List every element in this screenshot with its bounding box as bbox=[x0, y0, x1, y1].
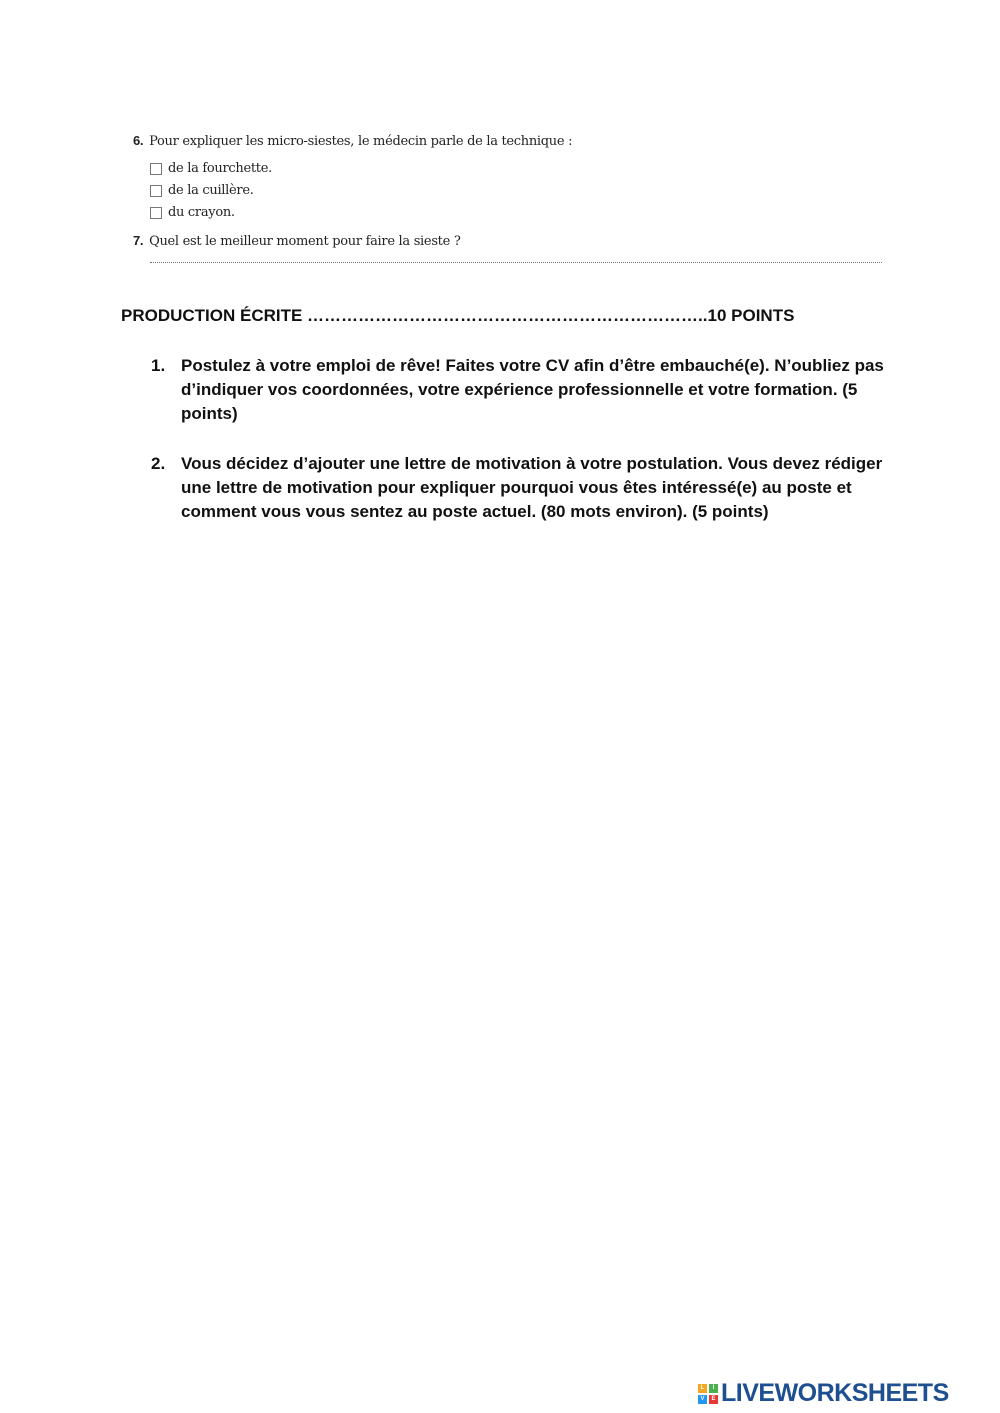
logo-tile-i: I bbox=[709, 1384, 718, 1393]
logo-tile-l: L bbox=[698, 1384, 707, 1393]
option-fourchette[interactable] bbox=[150, 161, 272, 176]
question-7 bbox=[133, 233, 461, 249]
checkbox-fourchette[interactable] bbox=[150, 163, 162, 175]
logo-tile-v: V bbox=[698, 1395, 707, 1404]
question-7-text: Quel est le meilleur moment pour faire la sieste ? bbox=[149, 234, 461, 249]
liveworksheets-logo bbox=[698, 1379, 949, 1408]
production-item-2 bbox=[151, 452, 886, 524]
production-heading: PRODUCTION ÉCRITE ……………………………………………………………..10 POINTS bbox=[121, 306, 795, 325]
item-1-number: 1. bbox=[151, 356, 166, 375]
answer-line-7[interactable] bbox=[150, 262, 882, 263]
question-6-text: Pour expliquer les micro-siestes, le médecin parle de la technique : bbox=[149, 134, 573, 149]
production-item-1 bbox=[151, 354, 886, 426]
option-fourchette-label: de la fourchette. bbox=[168, 161, 272, 176]
question-7-number: 7. bbox=[133, 233, 144, 248]
checkbox-crayon[interactable] bbox=[150, 207, 162, 219]
item-2-number: 2. bbox=[151, 454, 166, 473]
logo-text: LIVEWORKSHEETS bbox=[721, 1379, 949, 1407]
option-crayon[interactable] bbox=[150, 205, 235, 220]
logo-icon bbox=[698, 1384, 718, 1404]
checkbox-cuillere[interactable] bbox=[150, 185, 162, 197]
item-1-text: Postulez à votre emploi de rêve! Faites votre CV afin d’être embauché(e). N’oubliez pas d’indiquer vos coordonnées, votre expérience professionnelle et votre formation. (5 points) bbox=[181, 356, 884, 423]
item-2-text: Vous décidez d’ajouter une lettre de motivation à votre postulation. Vous devez rédiger une lettre de motivation pour expliquer pourquoi vous êtes intéressé(e) au poste et comment vous vous sentez au poste actuel. (80 mots environ). (5 points) bbox=[181, 454, 883, 521]
logo-tile-e: E bbox=[709, 1395, 718, 1404]
option-crayon-label: du crayon. bbox=[168, 205, 235, 220]
option-cuillere-label: de la cuillère. bbox=[168, 183, 254, 198]
question-6 bbox=[133, 133, 572, 149]
question-6-number: 6. bbox=[133, 133, 144, 148]
option-cuillere[interactable] bbox=[150, 183, 254, 198]
